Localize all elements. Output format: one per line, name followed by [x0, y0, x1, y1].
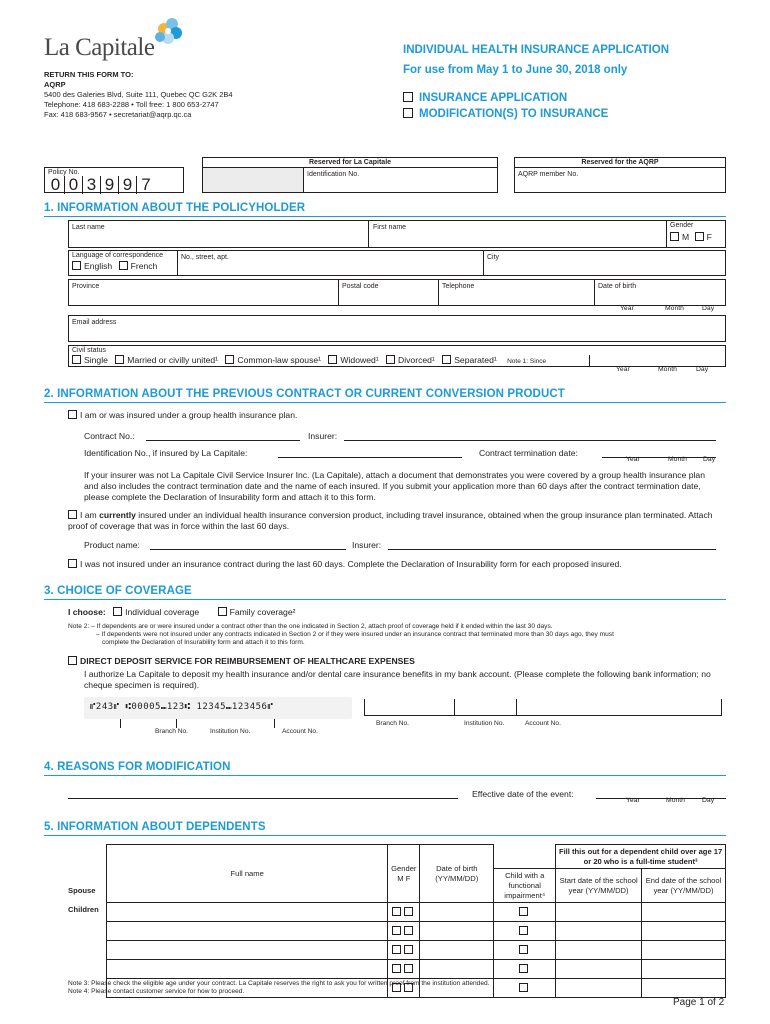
month-label: Month [658, 366, 677, 373]
m-checkbox[interactable] [392, 926, 401, 935]
year-label: Year [616, 366, 630, 373]
field-label: City [487, 254, 500, 261]
return-address [44, 70, 233, 120]
gender-header [388, 845, 420, 903]
insurer2-label: Insurer: [352, 540, 382, 550]
termination-ymd-labels [602, 456, 722, 466]
option-label: DIRECT DEPOSIT SERVICE FOR REIMBURSEMENT OF HEALTHCARE EXPENSES [80, 656, 415, 666]
policy-number-box[interactable] [44, 167, 184, 193]
children-label: Children [68, 905, 99, 914]
family-coverage-checkbox[interactable] [218, 607, 227, 616]
field-label: Date of birth [598, 283, 637, 290]
dob-cell[interactable] [420, 960, 494, 979]
section-3-rule [44, 599, 726, 600]
gender-m-checkbox[interactable] [670, 232, 679, 241]
start-cell[interactable] [556, 922, 642, 941]
group-plan-instructions: If your insurer was not La Capitale Civil Service Insurer Inc. (La Capitale), attach a document that demonstrates you were covered by a group health insurance plan and also includes the contract termination date and the name of each insured. If you submit your application more than 60 days after the contract termination date, please complete the Declaration of Insurability form and attach it to this form. [84, 470, 705, 502]
pointer-line [120, 719, 121, 728]
impairment-cell [494, 941, 556, 960]
field-label: AQRP member No. [518, 171, 579, 178]
note-4: Note 4: Please contact customer service for how to proceed. [68, 988, 245, 995]
first-name-field[interactable] [369, 221, 667, 247]
gender-cell [388, 960, 420, 979]
impairment-cell [494, 903, 556, 922]
f-checkbox[interactable] [404, 964, 413, 973]
not-insured-option[interactable] [68, 559, 622, 570]
micr-line: ⑈243⑈ ⑆00005⑉123⑆ 12345⑉123456⑈ [90, 702, 274, 712]
policy-digit: 9 [119, 176, 137, 194]
note-3: Note 3: Please check the eligible age under your contract. La Capitale reserves the right to ask you for written proof from the institution attended. [68, 980, 490, 987]
gender-cell [388, 941, 420, 960]
field-label: First name [373, 224, 407, 231]
org-name: AQRP [44, 80, 66, 89]
logo [44, 16, 184, 64]
gender-f-label: F [706, 232, 712, 242]
field-label: Last name [72, 224, 105, 231]
city-field[interactable] [484, 251, 727, 275]
impairment-checkbox[interactable] [519, 907, 528, 916]
checkbox[interactable] [68, 510, 77, 519]
table-row [107, 960, 726, 979]
separated-checkbox[interactable] [442, 355, 451, 364]
family-coverage-label: Family coverage² [229, 607, 296, 617]
sample-institution-label: Institution No. [210, 728, 251, 735]
header-label: Fill this out for a dependent child over age 17 or 20 who is a full-time student³ [558, 846, 723, 866]
lc-identification-field[interactable] [303, 168, 497, 192]
individual-coverage-label: Individual coverage [125, 607, 200, 617]
reserved-title: Reserved for the AQRP [515, 158, 725, 168]
form-subtitle: For use from May 1 to June 30, 2018 only [403, 64, 628, 76]
married-label: Married or civilly united¹ [127, 355, 219, 365]
divorced-checkbox[interactable] [386, 355, 395, 364]
conversion-product-option[interactable] [68, 510, 720, 532]
dob-cell[interactable] [420, 903, 494, 922]
header-label: Gender [391, 863, 417, 873]
form-title: INDIVIDUAL HEALTH INSURANCE APPLICATION [403, 44, 669, 56]
day-label: Day [702, 305, 715, 312]
end-cell[interactable] [642, 922, 726, 941]
dob-header [420, 845, 494, 903]
spouse-label: Spouse [68, 886, 96, 895]
single-checkbox[interactable] [72, 355, 81, 364]
field-label: No., street, apt. [181, 254, 229, 261]
header-label: Date of birth (YY/MM/DD) [435, 863, 479, 883]
single-label: Single [84, 355, 108, 365]
field-label: Telephone [442, 283, 475, 290]
section-4-title: 4. REASONS FOR MODIFICATION [44, 761, 231, 773]
student-header [556, 845, 726, 869]
dob-ymd-labels [594, 305, 726, 315]
married-checkbox[interactable] [115, 355, 124, 364]
year-label: Year [626, 456, 640, 463]
termination-label: Contract termination date: [479, 448, 578, 458]
policy-digit: 7 [141, 175, 151, 194]
impairment-cell [494, 960, 556, 979]
pointer-line [176, 719, 177, 728]
f-checkbox[interactable] [404, 945, 413, 954]
civil-status-row [68, 345, 726, 367]
province-field[interactable] [69, 280, 339, 305]
civil-ymd-labels [588, 366, 726, 376]
end-cell[interactable] [642, 960, 726, 979]
m-checkbox[interactable] [392, 964, 401, 973]
option-label: I am or was insured under a group health insurance plan. [80, 410, 298, 420]
policy-digit: 0 [47, 176, 65, 194]
month-label: Month [668, 456, 687, 463]
identification-label: Identification No., if insured by La Capitale: [84, 448, 248, 458]
header-label: Full name [230, 869, 264, 878]
field-label: Language of correspondence [72, 252, 164, 259]
pointer-line [274, 719, 275, 728]
address-row [68, 250, 726, 276]
name-cell[interactable] [107, 903, 388, 922]
direct-deposit-option[interactable] [68, 656, 415, 667]
table-row [107, 941, 726, 960]
effective-date-label: Effective date of the event: [472, 789, 574, 799]
fax-line: Fax: 418 683-9567 • secretariat@aqrp.qc.ca [44, 110, 192, 119]
aqrp-member-field[interactable] [515, 168, 725, 179]
day-label: Day [696, 366, 709, 373]
choose-label: I choose: [68, 607, 106, 617]
email-field[interactable] [68, 315, 726, 342]
header-label: Start date of the school year (YY/MM/DD) [559, 875, 638, 895]
sample-branch-label: Branch No. [155, 728, 188, 735]
gender-field [667, 221, 727, 247]
name-row [68, 220, 726, 248]
reserved-la-capitale [202, 157, 498, 193]
insurer-line[interactable] [344, 440, 716, 441]
impairment-checkbox[interactable] [519, 983, 528, 992]
header-label: End date of the school year (YY/MM/DD) [645, 875, 722, 895]
option-label: INSURANCE APPLICATION [419, 92, 568, 104]
dependents-table [106, 844, 726, 998]
identification-line[interactable] [278, 457, 462, 458]
gender-cell [388, 903, 420, 922]
sample-account-label: Account No. [282, 728, 318, 735]
m-checkbox[interactable] [392, 945, 401, 954]
impairment-checkbox[interactable] [519, 945, 528, 954]
phone-line: Telephone: 418 683-2288 • Toll free: 1 800 653-2747 [44, 100, 219, 109]
name-cell[interactable] [107, 960, 388, 979]
widowed-checkbox[interactable] [328, 355, 337, 364]
section-4-rule [44, 775, 726, 776]
insurer2-line[interactable] [388, 549, 716, 550]
start-cell[interactable] [556, 903, 642, 922]
field-label: Province [72, 283, 100, 290]
french-checkbox[interactable] [119, 261, 128, 270]
group-plan-option[interactable] [68, 410, 297, 421]
gender-f-checkbox[interactable] [695, 232, 704, 241]
bank-info-entry[interactable] [364, 700, 722, 716]
gender-cell [388, 922, 420, 941]
return-label: RETURN THIS FORM TO: [44, 70, 134, 79]
section-5-title: 5. INFORMATION ABOUT DEPENDENTS [44, 821, 266, 833]
option-modification[interactable] [403, 108, 608, 120]
logo-text: La Capitale [44, 34, 155, 61]
note-1-since: Note 1: Since [507, 358, 547, 365]
english-checkbox[interactable] [72, 261, 81, 270]
account-label: Account No. [525, 720, 561, 727]
coverage-choice [68, 607, 295, 618]
day-label: Day [703, 456, 716, 463]
english-label: English [84, 261, 113, 271]
gender-m-label: M [682, 232, 690, 242]
start-cell[interactable] [556, 960, 642, 979]
policy-digit: 9 [101, 176, 119, 194]
insurer-label: Insurer: [308, 431, 338, 441]
dob-field[interactable] [595, 280, 727, 305]
checkbox[interactable] [403, 92, 413, 102]
policy-label: Policy No. [48, 169, 80, 176]
checkbox[interactable] [68, 410, 77, 419]
f-checkbox[interactable] [404, 907, 413, 916]
section-2-rule [44, 402, 726, 403]
year-label: Year [620, 305, 634, 312]
contract-no-label: Contract No.: [84, 431, 135, 441]
school-start-header [556, 869, 642, 903]
checkbox[interactable] [403, 108, 413, 118]
field-label: Identification No. [307, 171, 360, 178]
divorced-label: Divorced¹ [398, 355, 435, 365]
impairment-header [494, 869, 556, 903]
direct-deposit-text: I authorize La Capitale to deposit my health insurance and/or dental care insurance benefits in my bank account. (Please complete the following bank information; no cheque specimen is required). [84, 669, 711, 690]
impairment-checkbox[interactable] [519, 964, 528, 973]
header-label: Child with a functional impairment⁴ [504, 870, 546, 900]
postal-code-field[interactable] [339, 280, 439, 305]
impairment-cell [494, 979, 556, 998]
policy-digit: 3 [83, 176, 101, 194]
header-label: M F [397, 873, 411, 883]
note-2-b: – If dependents were not insured under any contracts indicated in Section 2 or if they were insured under an insurance contract that terminated more than 30 days ago, they must [96, 631, 614, 638]
start-cell[interactable] [556, 941, 642, 960]
field-label: Email address [72, 319, 117, 326]
option-label: I am [80, 510, 100, 520]
name-cell[interactable] [107, 941, 388, 960]
month-label: Month [665, 305, 684, 312]
section-2-title: 2. INFORMATION ABOUT THE PREVIOUS CONTRACT OR CURRENT CONVERSION PRODUCT [44, 388, 565, 400]
language-field [69, 251, 178, 275]
school-end-header [642, 869, 726, 903]
individual-coverage-checkbox[interactable] [113, 607, 122, 616]
month-label: Month [666, 797, 685, 804]
end-cell[interactable] [642, 979, 726, 998]
contract-no-line[interactable] [146, 440, 300, 441]
section-1-rule [44, 216, 726, 217]
section-1-title: 1. INFORMATION ABOUT THE POLICYHOLDER [44, 202, 306, 214]
f-checkbox[interactable] [404, 926, 413, 935]
section-5-rule [44, 835, 726, 836]
option-label: I was not insured under an insurance contract during the last 60 days. Complete the Declaration of Insurability form for each proposed insured. [80, 559, 622, 569]
start-cell[interactable] [556, 979, 642, 998]
effective-ymd-labels [596, 797, 726, 807]
province-row [68, 279, 726, 306]
end-cell[interactable] [642, 941, 726, 960]
full-name-header [107, 845, 388, 903]
last-name-field[interactable] [69, 221, 369, 247]
field-label: Gender [670, 222, 694, 229]
page-number: Page 1 of 2 [673, 997, 725, 1008]
reason-line[interactable] [68, 798, 458, 799]
product-name-label: Product name: [84, 540, 140, 550]
section-3-title: 3. CHOICE OF COVERAGE [44, 585, 192, 597]
policy-digits [47, 176, 155, 194]
separated-label: Separated¹ [454, 355, 497, 365]
reserved-title: Reserved for La Capitale [203, 158, 497, 168]
common-law-label: Common-law spouse¹ [237, 355, 322, 365]
option-label: insured under an individual health insurance conversion product, including travel insurance, obtained when the group insurance plan terminated. Attach proof of coverage that was in force within the last 60 days. [68, 510, 713, 531]
policy-digit: 0 [65, 176, 83, 194]
reserved-aqrp [514, 157, 726, 193]
name-cell[interactable] [107, 922, 388, 941]
checkbox[interactable] [68, 656, 77, 665]
field-label: Postal code [342, 283, 379, 290]
dob-cell[interactable] [420, 941, 494, 960]
french-label: French [130, 261, 158, 271]
table-row [107, 903, 726, 922]
year-label: Year [626, 797, 640, 804]
impairment-checkbox[interactable] [519, 926, 528, 935]
street-field[interactable] [178, 251, 484, 275]
day-label: Day [702, 797, 715, 804]
product-name-line[interactable] [150, 549, 346, 550]
address-line: 5400 des Galeries Blvd, Suite 111, Quebec QC G2K 2B4 [44, 90, 233, 99]
telephone-field[interactable] [439, 280, 595, 305]
widowed-label: Widowed¹ [340, 355, 379, 365]
dob-cell[interactable] [420, 922, 494, 941]
common-law-checkbox[interactable] [225, 355, 234, 364]
table-row [107, 922, 726, 941]
option-insurance-application[interactable] [403, 92, 567, 104]
note-2-c: complete the Declaration of Insurability form and attach it to this form. [102, 639, 305, 646]
end-cell[interactable] [642, 903, 726, 922]
checkbox[interactable] [68, 559, 77, 568]
cheque-sample [84, 697, 352, 719]
option-label-bold: currently [99, 510, 136, 520]
m-checkbox[interactable] [392, 907, 401, 916]
option-label: MODIFICATION(S) TO INSURANCE [419, 108, 609, 120]
field-label: Civil status [72, 347, 106, 354]
impairment-cell [494, 922, 556, 941]
institution-label: Institution No. [464, 720, 505, 727]
note-2-a: Note 2: – If dependents are or were insured under a contract other than the one indicated in Section 2, attach proof of coverage held if it ended within the last 30 days. [68, 623, 553, 630]
branch-label: Branch No. [376, 720, 409, 727]
